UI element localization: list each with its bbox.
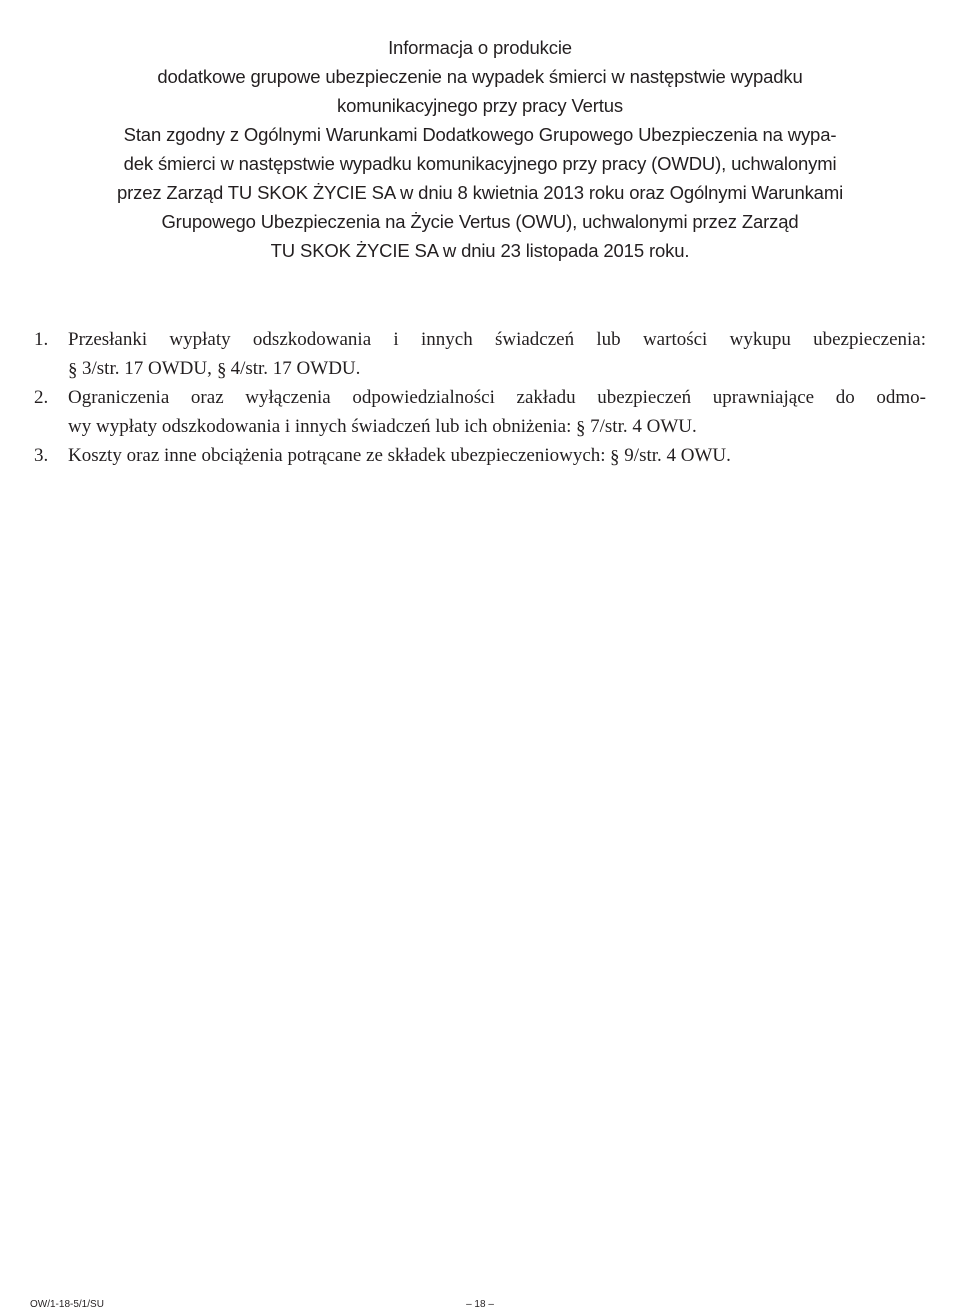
product-info-header	[40, 33, 920, 265]
item-reference: 4/str. 17 OWDU.	[230, 358, 361, 379]
item-number: 2.	[34, 387, 49, 408]
document-code: OW/1-18-5/1/SU	[30, 1299, 104, 1310]
header-status-line: dek śmierci w następstwie wypadku komunikacyjnego przy pracy (OWDU), uchwalonymi	[123, 153, 837, 174]
item-reference: 9/str. 4 OWU.	[624, 445, 731, 466]
header-status-line: Grupowego Ubezpieczenia na Życie Vertus (OWU), uchwalonymi przez Zarząd	[161, 211, 799, 232]
section-sign-icon	[68, 361, 76, 379]
header-title: Informacja o produkcie	[388, 37, 572, 58]
svg-text:§: §	[610, 446, 620, 468]
section-sign-icon	[217, 361, 225, 379]
section-sign-icon	[610, 448, 618, 466]
svg-text:§: §	[576, 417, 586, 439]
svg-text:§: §	[216, 359, 227, 381]
item-reference: 7/str. 4 OWU.	[590, 416, 697, 437]
item-number: 3.	[34, 445, 49, 466]
item-reference: 3/str. 17 OWDU,	[82, 358, 212, 379]
section-sign-icon	[576, 419, 584, 437]
item-text: wy wypłaty odszkodowania i innych świadczeń lub ich obniżenia:	[68, 416, 572, 437]
list-item	[34, 441, 926, 470]
svg-text:§: §	[68, 359, 78, 381]
item-text-cont	[68, 412, 926, 441]
item-text: Koszty oraz inne obciążenia potrącane ze składek ubezpieczeniowych:	[68, 445, 606, 466]
header-product-name: dodatkowe grupowe ubezpieczenie na wypadek śmierci w następstwie wypadku	[157, 66, 803, 87]
header-status-line: TU SKOK ŻYCIE SA w dniu 23 listopada 2015 roku.	[270, 240, 690, 261]
item-text: Ograniczenia oraz wyłączenia odpowiedzialności zakładu ubezpieczeń uprawniające do odmo-	[68, 387, 926, 408]
item-references	[68, 354, 926, 383]
page-number: – 18 –	[466, 1299, 494, 1310]
item-text-line	[68, 441, 926, 470]
list-item	[34, 383, 926, 441]
header-status-line: Stan zgodny z Ogólnymi Warunkami Dodatkowego Grupowego Ubezpieczenia na wypa-	[123, 124, 837, 145]
list-item	[34, 325, 926, 383]
item-text: Przesłanki wypłaty odszkodowania i innych świadczeń lub wartości wykupu ubezpieczenia:	[68, 329, 926, 350]
header-status-line: przez Zarząd TU SKOK ŻYCIE SA w dniu 8 kwietnia 2013 roku oraz Ogólnymi Warunkami	[116, 182, 844, 203]
header-product-name-cont: komunikacyjnego przy pracy Vertus	[336, 95, 624, 116]
item-number: 1.	[34, 329, 49, 350]
info-list	[34, 325, 926, 470]
